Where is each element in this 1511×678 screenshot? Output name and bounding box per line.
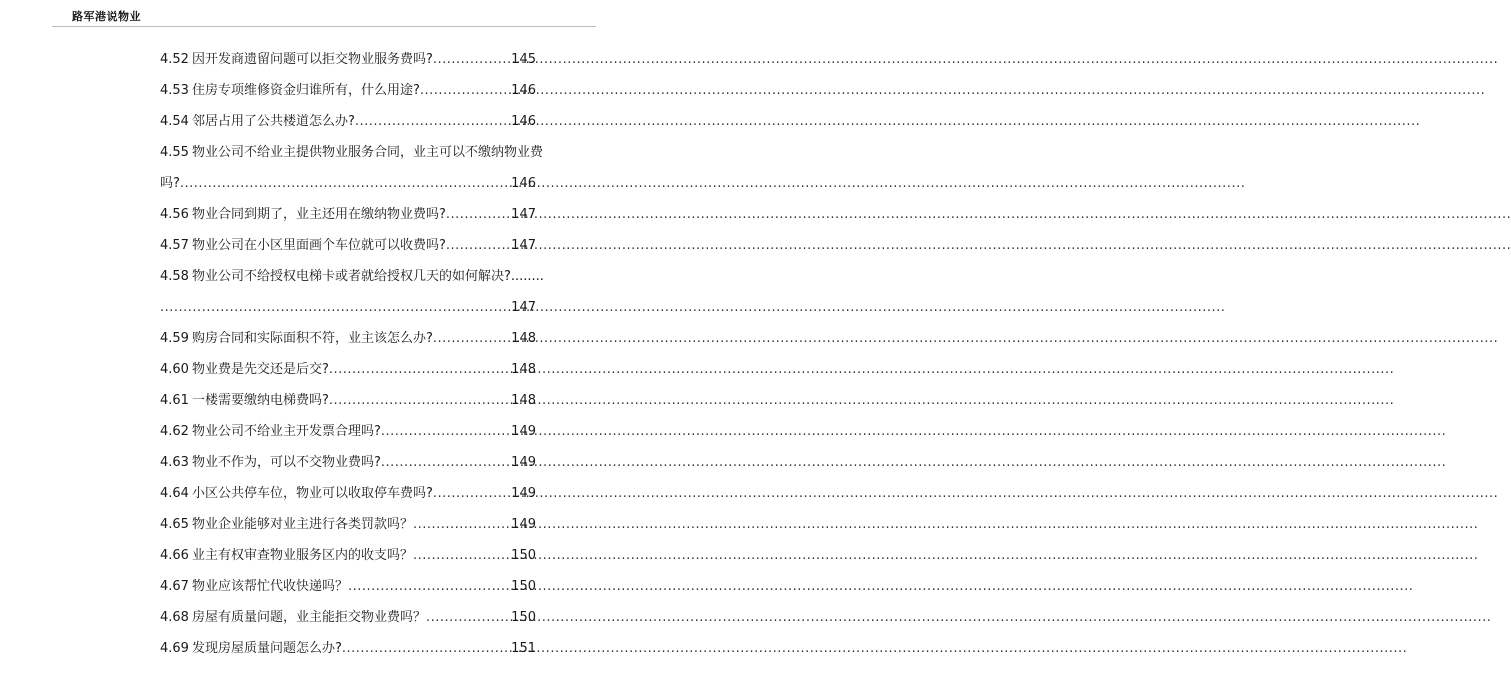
toc-entry-4-60[interactable] — [160, 354, 536, 385]
toc-entry-title: 房屋有质量问题，业主能拒交物业费吗？ — [191, 610, 426, 625]
dot-leader — [348, 571, 509, 602]
dot-leader — [381, 416, 509, 447]
toc-entry-title: 物业公司不给授权电梯卡或者就给授权几天的如何解决?........ — [191, 269, 544, 284]
toc-entry-title: 物业企业能够对业主进行各类罚款吗？ — [191, 517, 413, 532]
toc-entry-page: 149 — [511, 455, 536, 470]
toc-entry-page: 150 — [511, 548, 536, 563]
toc-entry-number: 4.69 — [160, 641, 189, 656]
table-of-contents — [160, 44, 544, 664]
toc-entry-4-65[interactable] — [160, 509, 536, 540]
toc-entry-title: 因开发商遗留问题可以拒交物业服务费吗? — [191, 52, 433, 67]
toc-entry-page: 149 — [511, 517, 536, 532]
toc-entry-4-63[interactable] — [160, 447, 536, 478]
toc-entry-number: 4.57 — [160, 238, 189, 253]
toc-entry-page: 148 — [511, 393, 536, 408]
toc-entry-title: 物业合同到期了，业主还用在缴纳物业费吗? — [191, 207, 446, 222]
toc-entry-page: 149 — [511, 486, 536, 501]
toc-entry-page: 146 — [511, 83, 536, 98]
toc-entry-page: 147 — [511, 207, 536, 222]
toc-entry-page: 149 — [511, 424, 536, 439]
toc-entry-number: 4.60 — [160, 362, 189, 377]
toc-entry-title: 发现房屋质量问题怎么办? — [191, 641, 342, 656]
toc-entry-title: 物业应该帮忙代收快递吗？ — [191, 579, 348, 594]
toc-entry-title: 物业公司不给业主开发票合理吗? — [191, 424, 381, 439]
toc-entry-title: 业主有权审查物业服务区内的收支吗？ — [191, 548, 413, 563]
toc-entry-page: 148 — [511, 331, 536, 346]
toc-entry-title: 小区公共停车位，物业可以收取停车费吗? — [191, 486, 433, 501]
toc-entry-page: 145 — [511, 52, 536, 67]
toc-entry-4-58[interactable] — [160, 261, 544, 323]
toc-entry-number: 4.66 — [160, 548, 189, 563]
dot-leader — [433, 323, 509, 354]
toc-entry-number: 4.68 — [160, 610, 189, 625]
toc-entry-title: 住房专项维修资金归谁所有，什么用途? — [191, 83, 420, 98]
toc-entry-number: 4.63 — [160, 455, 189, 470]
dot-leader — [446, 199, 509, 230]
toc-entry-number: 4.56 — [160, 207, 189, 222]
dot-leader — [420, 75, 509, 106]
toc-entry-page: 147 — [511, 300, 536, 315]
toc-entry-title: 物业费是先交还是后交? — [191, 362, 329, 377]
toc-entry-page: 150 — [511, 579, 536, 594]
toc-entry-page: 148 — [511, 362, 536, 377]
toc-entry-number: 4.54 — [160, 114, 189, 129]
toc-entry-number: 4.62 — [160, 424, 189, 439]
toc-entry-4-56[interactable] — [160, 199, 536, 230]
toc-entry-4-67[interactable] — [160, 571, 536, 602]
toc-entry-4-62[interactable] — [160, 416, 536, 447]
toc-entry-number: 4.53 — [160, 83, 189, 98]
toc-entry-title: 物业公司在小区里面画个车位就可以收费吗? — [191, 238, 446, 253]
toc-entry-page: 147 — [511, 238, 536, 253]
dot-leader — [160, 292, 509, 323]
dot-leader — [433, 478, 509, 509]
dot-leader — [381, 447, 509, 478]
toc-entry-number: 4.65 — [160, 517, 189, 532]
toc-entry-title: 邻居占用了公共楼道怎么办? — [191, 114, 355, 129]
dot-leader — [180, 168, 509, 199]
toc-entry-4-59[interactable] — [160, 323, 536, 354]
toc-entry-number: 4.61 — [160, 393, 189, 408]
toc-entry-title: 一楼需要缴纳电梯费吗? — [191, 393, 329, 408]
toc-entry-page: 150 — [511, 610, 536, 625]
dot-leader — [329, 385, 509, 416]
dot-leader — [342, 633, 509, 664]
header-divider — [52, 26, 596, 27]
toc-entry-4-61[interactable] — [160, 385, 536, 416]
toc-entry-4-64[interactable] — [160, 478, 536, 509]
dot-leader — [433, 44, 509, 75]
toc-entry-4-54[interactable] — [160, 106, 536, 137]
dot-leader — [413, 509, 509, 540]
toc-entry-4-52[interactable] — [160, 44, 536, 75]
toc-entry-4-68[interactable] — [160, 602, 536, 633]
dot-leader — [413, 540, 509, 571]
page-header-title: 路军港说物业 — [72, 10, 141, 23]
dot-leader — [426, 602, 509, 633]
toc-entry-page: 146 — [511, 114, 536, 129]
toc-entry-4-53[interactable] — [160, 75, 536, 106]
toc-entry-4-55[interactable] — [160, 137, 543, 199]
toc-entry-4-69[interactable] — [160, 633, 536, 664]
toc-entry-page: 151 — [511, 641, 536, 656]
toc-entry-title: 购房合同和实际面积不符，业主该怎么办? — [191, 331, 433, 346]
dot-leader — [329, 354, 509, 385]
toc-entry-number: 4.67 — [160, 579, 189, 594]
toc-entry-title-continuation: 吗? — [160, 176, 180, 191]
toc-entry-title: 物业不作为，可以不交物业费吗? — [191, 455, 381, 470]
dot-leader — [355, 106, 509, 137]
toc-entry-number: 4.64 — [160, 486, 189, 501]
toc-entry-number: 4.52 — [160, 52, 189, 67]
toc-entry-number: 4.58 — [160, 269, 189, 284]
dot-leader — [446, 230, 509, 261]
toc-entry-number: 4.59 — [160, 331, 189, 346]
toc-entry-4-66[interactable] — [160, 540, 536, 571]
toc-entry-number: 4.55 — [160, 145, 189, 160]
toc-entry-title: 物业公司不给业主提供物业服务合同，业主可以不缴纳物业费 — [191, 145, 543, 160]
toc-entry-page: 146 — [511, 176, 536, 191]
toc-entry-4-57[interactable] — [160, 230, 536, 261]
